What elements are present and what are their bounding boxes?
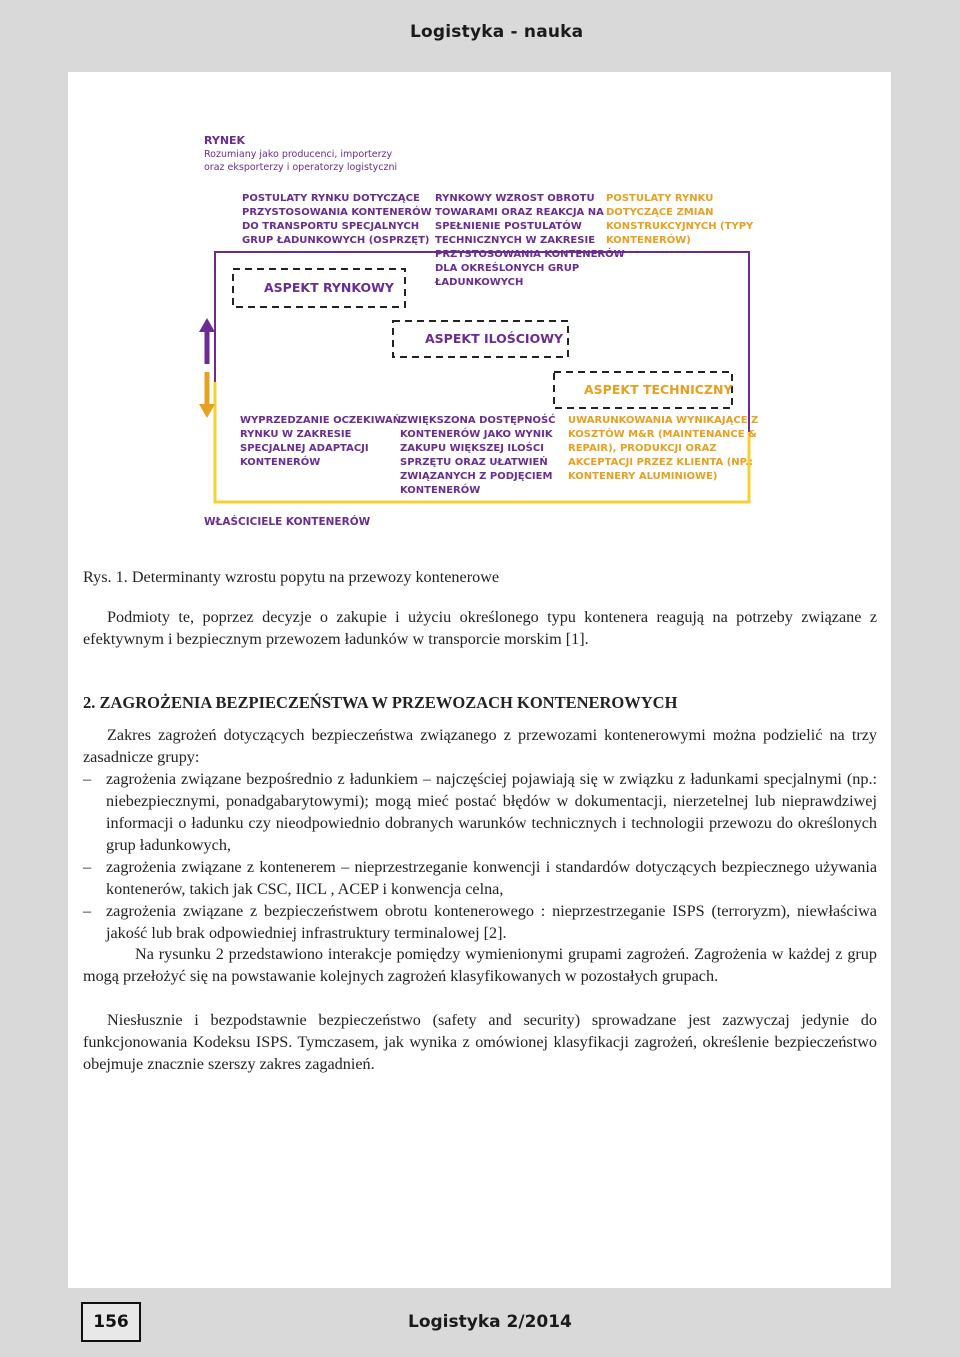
owners-mid: ZWIĘKSZONA DOSTĘPNOŚĆ KONTENERÓW JAKO WYNIK ZAKUPU WIĘKSZEJ ILOŚCI SPRZĘTU ORAZ UŁATWIEŃ ZWIĄZANYCH Z PODJĘCIEM KONTENERÓW	[400, 415, 556, 496]
owners-left: WYPRZEDZANIE OCZEKIWAŃ RYNKU W ZAKRESIE SPECJALNEJ ADAPTACJI KONTENERÓW	[240, 415, 402, 468]
arrow-down-icon	[199, 404, 215, 418]
paragraph-2: Zakres zagrożeń dotyczących bezpieczeństwa związanego z przewozami kontenerowymi można podzielić na trzy zasadnicze grupy:	[83, 726, 877, 766]
list-item: – zagrożenia związane z bezpieczeństwem obrotu kontenerowego : nieprzestrzeganie ISPS (terroryzm), niewłaściwa jakość lub brak odpowiedniej infrastruktury terminalowej [2].	[83, 900, 877, 944]
paragraph-3: Na rysunku 2 przedstawiono interakcje pomiędzy wymienionymi grupami zagrożeń. Zagrożenia w każdej z grup mogą przełożyć się na powstawanie kolejnych zagrożeń klasyfikowanych w pozostałych grupach.	[83, 945, 877, 985]
market-title: RYNEK	[204, 134, 246, 147]
journal-title: Logistyka 2/2014	[408, 1312, 572, 1332]
owners-right: UWARUNKOWANIA WYNIKAJĄCE Z KOSZTÓW M&R (MAINTENANCE & REPAIR), PRODUKCJI ORAZ AKCEPTACJI PRZEZ KLIENTA (NP.: KONTENERY ALUMINIOWE)	[568, 415, 759, 482]
figure-caption: Rys. 1. Determinanty wzrostu popytu na przewozy kontenerowe	[83, 568, 500, 586]
arrow-up-icon	[199, 318, 215, 332]
page-number: 156	[81, 1302, 141, 1342]
running-header: Logistyka - nauka	[410, 22, 584, 42]
aspect-quantity-label: ASPEKT ILOŚCIOWY	[425, 331, 564, 346]
page	[68, 72, 891, 1288]
postulates-right: POSTULATY RYNKU DOTYCZĄCE ZMIAN KONSTRUKCYJNYCH (TYPY KONTENERÓW)	[606, 193, 754, 246]
section-heading: 2. ZAGROŻENIA BEZPIECZEŃSTWA W PRZEWOZACH KONTENEROWYCH	[83, 693, 678, 712]
aspect-technical-label: ASPEKT TECHNICZNY	[584, 382, 733, 397]
aspect-market-label: ASPEKT RYNKOWY	[264, 280, 394, 295]
paragraph-1: Podmioty te, poprzez decyzje o zakupie i użyciu określonego typu kontenera reagują na potrzeby związane z efektywnym i bezpiecznym przewozem ładunków w transporcie morskim [1].	[83, 608, 877, 648]
list-item: – zagrożenia związane z kontenerem – nieprzestrzeganie konwencji i standardów dotyczących bezpiecznego używania kontenerów, takich jak CSC, IICL , ACEP i konwencja celna,	[83, 856, 877, 900]
paragraph-4: Niesłusznie i bezpodstawnie bezpieczeństwo (safety and security) sprowadzane jest zazwyczaj jedynie do funkcjonowania Kodeksu ISPS. Tymczasem, jak wynika z omówionej klasyfikacji zagrożeń, określenie bezpieczeństwo obejmuje znacznie szerszy zakres zagadnień.	[83, 1011, 877, 1073]
figure-diagram	[188, 132, 788, 542]
list-item: – zagrożenia związane bezpośrednio z ładunkiem – najczęściej pojawiają się w związku z ładunkami specjalnymi (np.: niebezpiecznymi, ponadgabarytowymi); mogą mieć postać błędów w dokumentacji, nierzetelnej lub nieprawdziwej informacji o ładunku czy nieodpowiednio dobranych warunków technicznych i technologii przewozu do określonych grup ładunkowych,	[83, 768, 877, 856]
owners-title: WŁAŚCICIELE KONTENERÓW	[204, 516, 371, 528]
threat-list	[83, 768, 877, 944]
market-subtitle: Rozumiany jako producenci, importerzy oraz eksporterzy i operatorzy logistyczni	[204, 149, 398, 173]
postulates-mid: RYNKOWY WZROST OBROTU TOWARAMI ORAZ REAKCJA NA SPEŁNIENIE POSTULATÓW TECHNICZNYCH W ZAKRESIE PRZYSTOSOWANIA KONTENERÓW DLA OKREŚLONYCH GRUP ŁADUNKOWYCH	[435, 193, 625, 288]
postulates-left: POSTULATY RYNKU DOTYCZĄCE PRZYSTOSOWANIA KONTENERÓW DO TRANSPORTU SPECJALNYCH GRUP ŁADUNKOWYCH (OSPRZĘT)	[242, 193, 432, 246]
